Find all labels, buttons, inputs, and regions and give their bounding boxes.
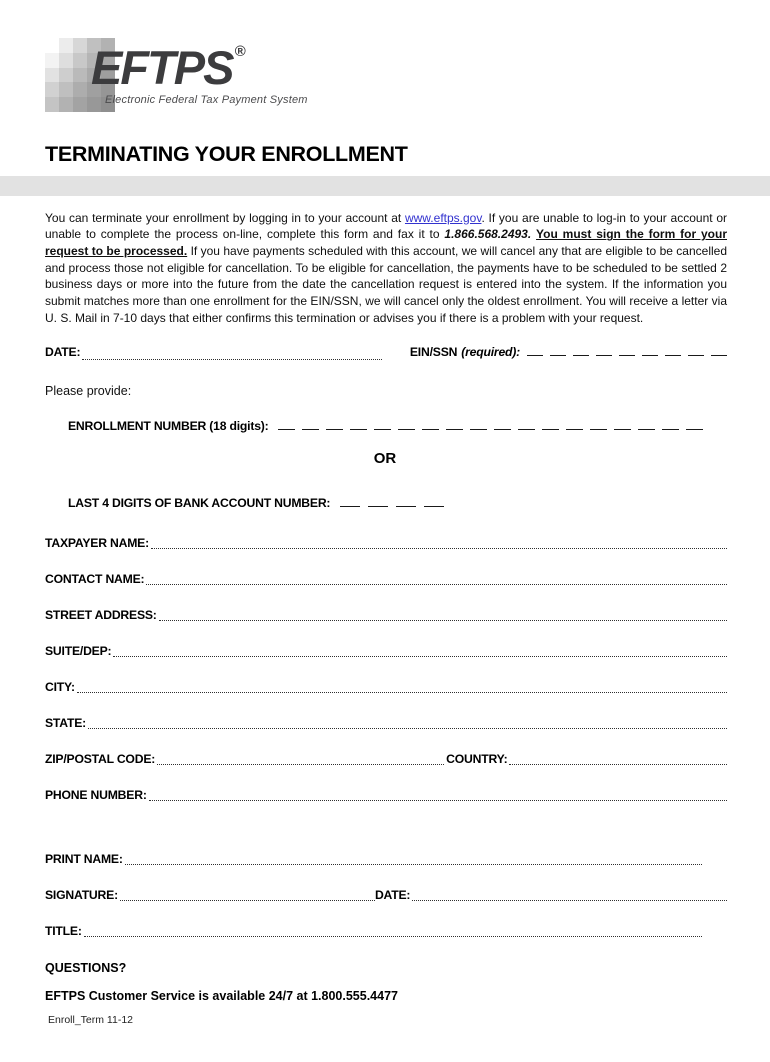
bank-last4-label: LAST 4 DIGITS OF BANK ACCOUNT NUMBER:: [68, 496, 331, 511]
city-label: CITY:: [45, 680, 75, 695]
questions-heading: QUESTIONS?: [45, 961, 127, 976]
title-input-line[interactable]: [84, 924, 702, 937]
digit-blank[interactable]: [374, 420, 391, 430]
digit-blank[interactable]: [350, 420, 367, 430]
ein-ssn-label: EIN/SSN: [409, 345, 458, 360]
contact-name-row: [45, 572, 727, 586]
suite-dep-label: SUITE/DEP:: [45, 644, 112, 659]
digit-blank[interactable]: [396, 497, 416, 507]
digit-blank[interactable]: [573, 346, 589, 356]
signature-input-line[interactable]: [120, 888, 375, 901]
country-label: COUNTRY:: [446, 752, 508, 767]
digit-blank[interactable]: [662, 420, 679, 430]
phone-number-input-line[interactable]: [149, 788, 727, 801]
digit-blank[interactable]: [518, 420, 535, 430]
suite-dep-input-line[interactable]: [113, 644, 727, 657]
digit-blank[interactable]: [711, 346, 727, 356]
date-label: DATE:: [45, 345, 81, 360]
phone-number-label: PHONE NUMBER:: [45, 788, 147, 803]
digit-blank[interactable]: [614, 420, 631, 430]
digit-blank[interactable]: [688, 346, 704, 356]
digit-blank[interactable]: [638, 420, 655, 430]
logo-tagline: Electronic Federal Tax Payment System: [105, 94, 308, 106]
state-label: STATE:: [45, 716, 86, 731]
digit-blank[interactable]: [494, 420, 511, 430]
signature-date-input-line[interactable]: [412, 888, 727, 901]
digit-blank[interactable]: [278, 420, 295, 430]
print-name-row: [45, 852, 702, 866]
state-row: [45, 716, 727, 730]
ein-required-note: (required):: [461, 345, 520, 360]
suite-dep-row: [45, 644, 727, 658]
please-provide-label: Please provide:: [45, 384, 132, 399]
digit-blank[interactable]: [368, 497, 388, 507]
digit-blank[interactable]: [566, 420, 583, 430]
enrollment-number-label: ENROLLMENT NUMBER (18 digits):: [68, 419, 269, 434]
digit-blank[interactable]: [527, 346, 543, 356]
street-address-label: STREET ADDRESS:: [45, 608, 157, 623]
digit-blank[interactable]: [596, 346, 612, 356]
customer-service-text: EFTPS Customer Service is available 24/7 at 1.800.555.4477: [45, 989, 398, 1004]
digit-blank[interactable]: [326, 420, 343, 430]
print-name-label: PRINT NAME:: [45, 852, 123, 867]
form-document: [0, 38, 770, 1062]
title-label: TITLE:: [45, 924, 82, 939]
street-address-row: [45, 608, 727, 622]
ein-ssn-field: [410, 343, 727, 361]
contact-name-input-line[interactable]: [146, 572, 727, 585]
fax-number: 1.866.568.2493.: [444, 227, 532, 242]
divider-band: [0, 176, 770, 196]
zip-input-line[interactable]: [157, 752, 444, 765]
logo-wordmark: EFTPS ®: [91, 41, 246, 94]
form-code: Enroll_Term 11-12: [48, 1014, 134, 1027]
eftps-gov-link[interactable]: www.eftps.gov: [404, 210, 482, 225]
bank-last4-field: [68, 494, 727, 512]
city-row: [45, 680, 727, 694]
street-address-input-line[interactable]: [159, 608, 727, 621]
zip-label: ZIP/POSTAL CODE:: [45, 752, 156, 767]
digit-blank[interactable]: [542, 420, 559, 430]
date-input-line[interactable]: [82, 347, 382, 360]
page-title: TERMINATING YOUR ENROLLMENT: [45, 142, 408, 166]
bank-last4-blanks[interactable]: [332, 494, 444, 512]
taxpayer-name-input-line[interactable]: [151, 536, 727, 549]
signature-label: SIGNATURE:: [45, 888, 118, 903]
digit-blank[interactable]: [686, 420, 703, 430]
digit-blank[interactable]: [424, 497, 444, 507]
print-name-input-line[interactable]: [125, 852, 702, 865]
title-row: [45, 924, 702, 938]
digit-blank[interactable]: [470, 420, 487, 430]
phone-number-row: [45, 788, 727, 802]
digit-blank[interactable]: [302, 420, 319, 430]
digit-blank[interactable]: [619, 346, 635, 356]
digit-blank[interactable]: [446, 420, 463, 430]
digit-blank[interactable]: [550, 346, 566, 356]
contact-name-label: CONTACT NAME:: [45, 572, 145, 587]
digit-blank[interactable]: [642, 346, 658, 356]
signature-date-label: DATE:: [374, 888, 411, 903]
digit-blank[interactable]: [665, 346, 681, 356]
intro-text-3: If you have payments scheduled with this account, we will cancel any that are eligible to be cancelled and process those not eligible for cancellation. To be eligible for cancellation, the payments have to be scheduled to be settled 2 business days or more into the future from the date the cancellation request is entered into the system. If the information you submit matches more than one enrollment for the EIN/SSN, we will cancel only the oldest enrollment. You will receive a letter via U. S. Mail in 7-10 days that either confirms this termination or advises you if there is a problem with your request.: [45, 243, 728, 325]
intro-text-2: . If you are unable to log-in to your account or unable to complete the process on-line, complete this form and fax it to: [45, 210, 727, 242]
registered-trademark: ®: [234, 43, 246, 60]
enrollment-number-field: [68, 417, 727, 435]
intro-text-1: You can terminate your enrollment by logging in to your account at: [45, 210, 405, 225]
signature-date-row: [45, 888, 727, 902]
city-input-line[interactable]: [77, 680, 727, 693]
or-divider-text: OR: [373, 450, 397, 468]
intro-paragraph: [45, 210, 727, 327]
ein-ssn-blanks[interactable]: [520, 343, 727, 361]
date-ein-row: [45, 343, 727, 361]
sign-notice: You must sign the form for your request to be processed.: [45, 227, 728, 258]
enrollment-number-blanks[interactable]: [271, 417, 703, 435]
state-input-line[interactable]: [88, 716, 727, 729]
eftps-logo: [45, 38, 770, 116]
country-input-line[interactable]: [509, 752, 727, 765]
taxpayer-name-row: [45, 536, 727, 550]
taxpayer-name-label: TAXPAYER NAME:: [45, 536, 149, 551]
digit-blank[interactable]: [340, 497, 360, 507]
digit-blank[interactable]: [590, 420, 607, 430]
zip-country-row: [45, 752, 727, 766]
digit-blank[interactable]: [422, 420, 439, 430]
digit-blank[interactable]: [398, 420, 415, 430]
